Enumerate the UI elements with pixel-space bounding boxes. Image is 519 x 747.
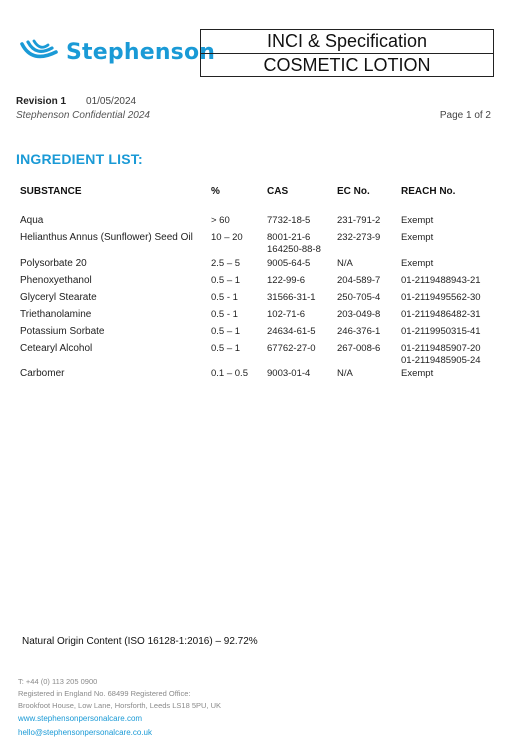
footer [18, 676, 221, 740]
table-row [16, 275, 505, 292]
cell-substance: Cetearyl Alcohol [20, 343, 93, 354]
company-logo [18, 38, 215, 66]
cell-substance: Aqua [20, 215, 44, 226]
cell-cas: 9003-01-4 [267, 368, 311, 379]
natural-origin-content: Natural Origin Content (ISO 16128-1:2016) – 92.72% [22, 636, 258, 647]
cell-percent: 2.5 – 5 [211, 258, 241, 269]
ingredient-table [16, 186, 505, 385]
cell-reach-number: 01-2119485907-20 01-2119485905-24 [401, 343, 481, 366]
header-reach: REACH No. [401, 186, 456, 197]
table-row [16, 292, 505, 309]
table-row [16, 215, 505, 232]
cell-cas: 24634-61-5 [267, 326, 316, 337]
cell-substance: Triethanolamine [20, 309, 92, 320]
cell-substance: Carbomer [20, 368, 65, 379]
cell-reach-number: 01-2119488943-21 [401, 275, 481, 286]
section-heading: INGREDIENT LIST: [16, 151, 143, 167]
table-row [16, 326, 505, 343]
cell-substance: Polysorbate 20 [20, 258, 87, 269]
cell-ec-number: 267-008-6 [337, 343, 381, 354]
table-row [16, 309, 505, 326]
stephenson-wave-icon [18, 38, 60, 66]
cell-reach-number: Exempt [401, 368, 434, 379]
cell-ec-number: 250-705-4 [337, 292, 381, 303]
footer-phone: T: +44 (0) 113 205 0900 [18, 677, 98, 686]
cell-cas: 31566-31-1 [267, 292, 316, 303]
confidential-notice: Stephenson Confidential 2024 [16, 110, 150, 121]
cell-reach-number: Exempt [401, 258, 434, 269]
cell-percent: 10 – 20 [211, 232, 243, 243]
cell-ec-number: 232-273-9 [337, 232, 381, 243]
document-title-box [200, 29, 494, 77]
cell-reach-number: Exempt [401, 215, 434, 226]
cell-ec-number: N/A [337, 368, 353, 379]
cell-cas: 67762-27-0 [267, 343, 316, 354]
footer-email-link[interactable]: hello@stephensonpersonalcare.co.uk [18, 728, 152, 737]
header-cas: CAS [267, 186, 289, 197]
cell-ec-number: 204-589-7 [337, 275, 381, 286]
table-row [16, 343, 505, 368]
cell-substance: Potassium Sorbate [20, 326, 105, 337]
header-substance: SUBSTANCE [20, 186, 82, 197]
product-name: COSMETIC LOTION [201, 53, 493, 77]
page-number: Page 1 of 2 [439, 110, 491, 121]
table-row [16, 232, 505, 258]
cell-percent: 0.5 - 1 [211, 292, 238, 303]
cell-percent: 0.5 – 1 [211, 343, 241, 354]
cell-cas: 7732-18-5 [267, 215, 311, 226]
cell-reach-number: 01-2119950315-41 [401, 326, 481, 337]
cell-percent: 0.5 – 1 [211, 326, 241, 337]
cell-cas: 102-71-6 [267, 309, 306, 320]
footer-registered: Registered in England No. 68499 Registered Office: [18, 689, 191, 698]
cell-percent: > 60 [211, 215, 230, 226]
footer-website-link[interactable]: www.stephensonpersonalcare.com [18, 714, 143, 723]
brand-name: Stephenson [66, 39, 216, 65]
table-row [16, 368, 505, 385]
cell-ec-number: 203-049-8 [337, 309, 381, 320]
revision-date: 01/05/2024 [86, 96, 137, 107]
cell-substance: Phenoxyethanol [20, 275, 92, 286]
revision-line [16, 96, 136, 107]
cell-percent: 0.5 - 1 [211, 309, 238, 320]
cell-reach-number: Exempt [401, 232, 434, 243]
table-row [16, 258, 505, 275]
document-title: INCI & Specification [266, 31, 428, 51]
footer-address: Brookfoot House, Low Lane, Horsforth, Leeds LS18 5PU, UK [18, 701, 222, 710]
cell-substance: Helianthus Annus (Sunflower) Seed Oil [20, 232, 193, 243]
revision-label: Revision 1 [16, 96, 67, 107]
cell-reach-number: 01-2119495562-30 [401, 292, 481, 303]
header-percent: % [211, 186, 220, 197]
cell-ec-number: N/A [337, 258, 353, 269]
cell-cas: 9005-64-5 [267, 258, 311, 269]
cell-ec-number: 246-376-1 [337, 326, 381, 337]
cell-cas: 8001-21-6 164250-88-8 [267, 232, 321, 255]
cell-reach-number: 01-2119486482-31 [401, 309, 481, 320]
cell-substance: Glyceryl Stearate [20, 292, 97, 303]
cell-ec-number: 231-791-2 [337, 215, 381, 226]
cell-percent: 0.5 – 1 [211, 275, 241, 286]
header-ec: EC No. [337, 186, 370, 197]
cell-percent: 0.1 – 0.5 [211, 368, 248, 379]
table-header-row [16, 186, 505, 202]
cell-cas: 122-99-6 [267, 275, 306, 286]
